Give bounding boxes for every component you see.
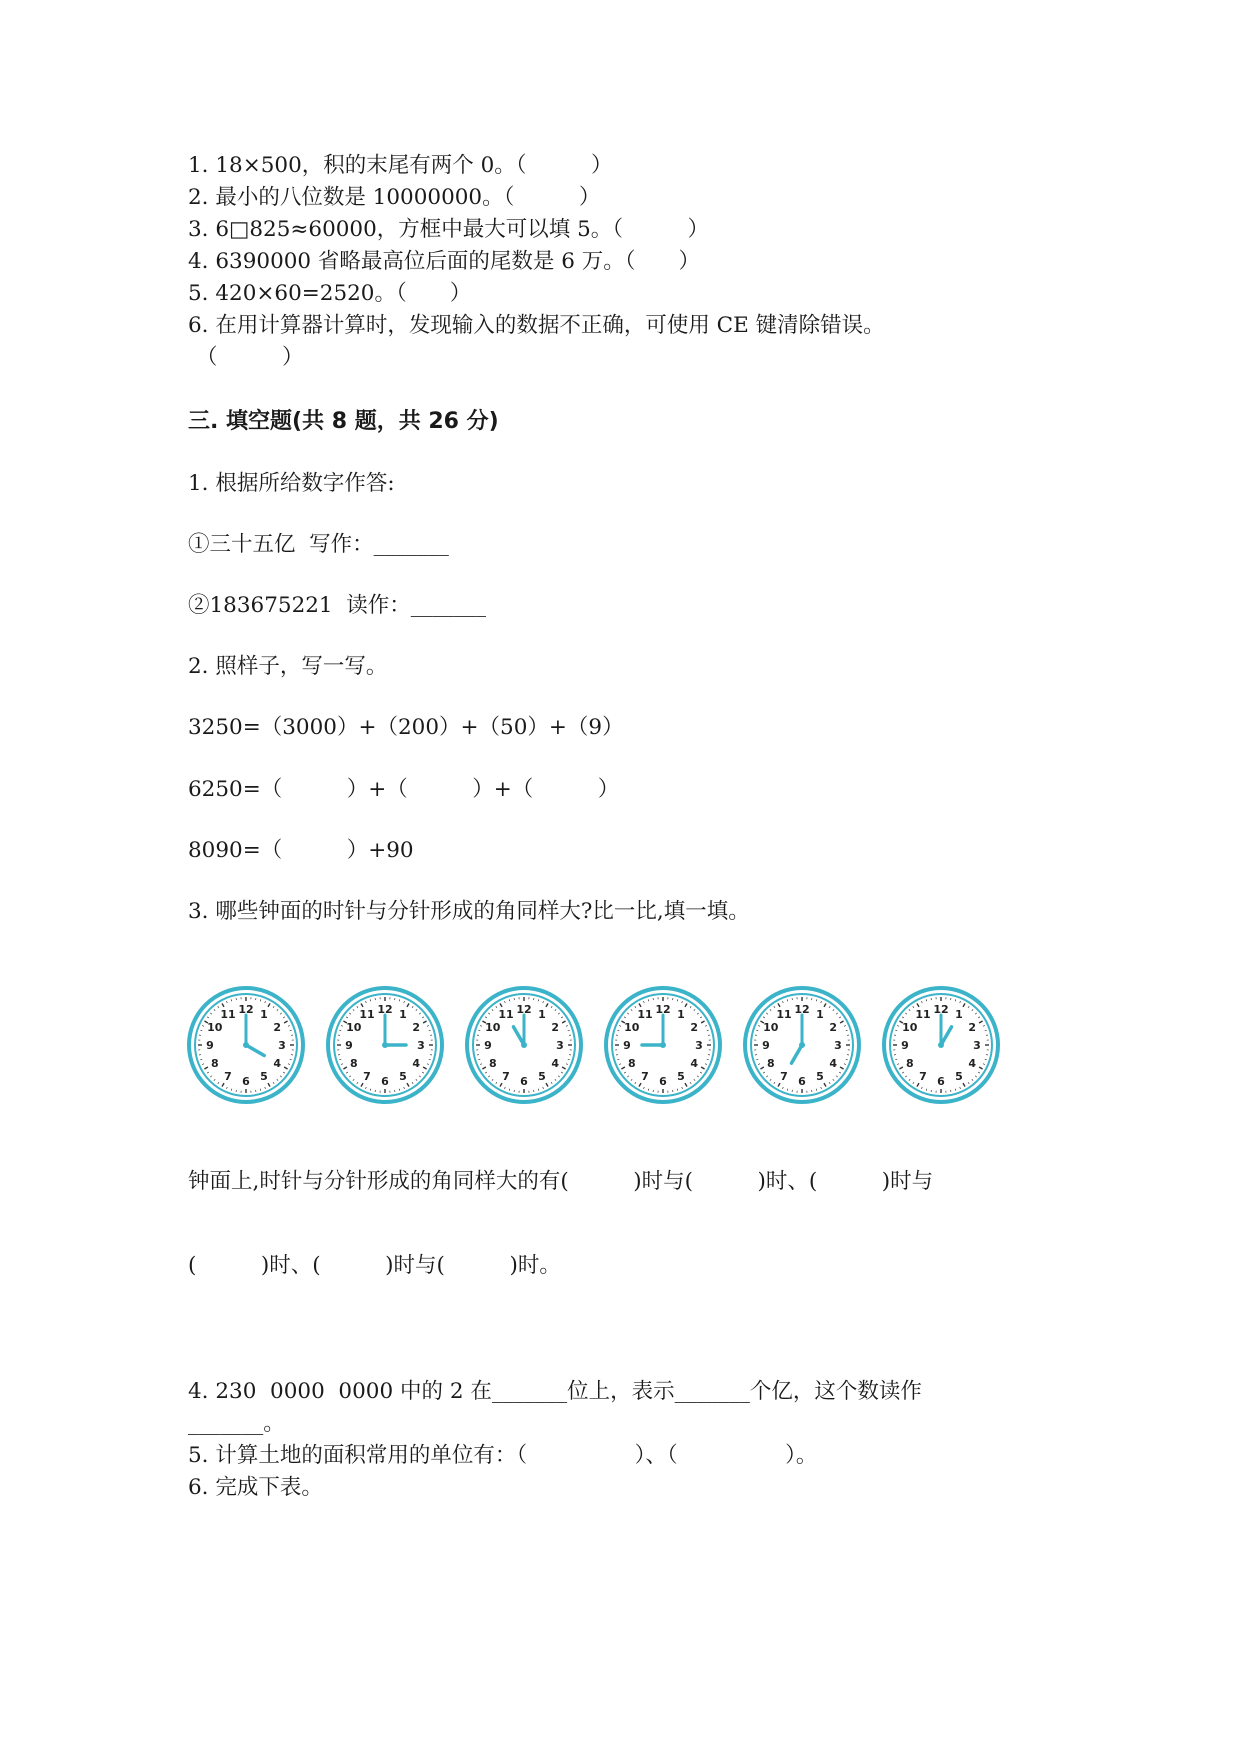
clock-center-pin: [243, 1042, 249, 1048]
clock-number: 7: [502, 1070, 510, 1084]
clock-number: 11: [220, 1007, 236, 1021]
clock-number: 7: [363, 1070, 371, 1084]
q4-line-1: 4. 230 0000 0000 中的 2 在_______位上，表示_______个亿，这个数读作: [188, 1379, 922, 1404]
q4-line-2: _______。: [188, 1411, 285, 1436]
clock-number: 6: [381, 1075, 389, 1088]
clock-number: 9: [901, 1039, 909, 1052]
clock-number: 8: [627, 1057, 636, 1070]
clock-number: 12: [516, 1003, 532, 1016]
clock-number: 4: [412, 1057, 421, 1070]
clock-number: 5: [955, 1070, 963, 1084]
clock-number: 6: [520, 1075, 528, 1088]
clock-number: 4: [829, 1057, 838, 1070]
q3-answer-line-1: 钟面上,时针与分针形成的角同样大的有( )时与( )时、( )时与: [188, 1169, 934, 1194]
clock-number: 3: [556, 1039, 564, 1052]
clock-number: 3: [695, 1039, 703, 1052]
q2-line-2: 8090=（ ）+90: [188, 838, 414, 863]
q2-example: 3250=（3000）+（200）+（50）+（9）: [188, 715, 624, 740]
clock-center-pin: [938, 1042, 944, 1048]
clock-number: 4: [968, 1057, 977, 1070]
clock-number: 1: [677, 1007, 685, 1021]
q2-stem: 2. 照样子，写一写。: [188, 654, 388, 679]
clock-number: 7: [641, 1070, 649, 1084]
clock-number: 1: [260, 1007, 268, 1021]
clock-number: 6: [242, 1075, 250, 1088]
q1-part-b: ②183675221 读作：_______: [188, 593, 487, 618]
clock-number: 5: [538, 1070, 546, 1084]
clock-number: 4: [551, 1057, 560, 1070]
clock-face-4: [603, 985, 723, 1105]
judge-item-4: 4. 6390000 省略最高位后面的尾数是 6 万。（ ）: [188, 249, 701, 274]
clock-number: 3: [417, 1039, 425, 1052]
clock-number: 7: [919, 1070, 927, 1084]
clock-number: 11: [637, 1007, 653, 1021]
clock-number: 10: [346, 1021, 362, 1034]
clock-number: 12: [377, 1003, 393, 1016]
judge-item-3: 3. 6□825≈60000，方框中最大可以填 5。（ ）: [188, 217, 710, 242]
clock-number: 6: [798, 1075, 806, 1088]
clock-number: 10: [485, 1021, 501, 1034]
clock-number: 2: [273, 1021, 282, 1034]
clock-number: 3: [973, 1039, 981, 1052]
judge-item-6-paren: （ ）: [196, 345, 304, 370]
clock-number: 12: [933, 1003, 949, 1016]
section-title: 三. 填空题(共 8 题，共 26 分): [188, 409, 499, 434]
clock-number: 3: [278, 1039, 286, 1052]
clock-number: 1: [399, 1007, 407, 1021]
clock-face-3: [464, 985, 584, 1105]
clock-face-6: [881, 985, 1001, 1105]
clock-number: 7: [780, 1070, 788, 1084]
clock-center-pin: [521, 1042, 527, 1048]
clock-number: 5: [677, 1070, 685, 1084]
clock-number: 9: [345, 1039, 353, 1052]
clock-number: 12: [794, 1003, 810, 1016]
q2-line-1: 6250=（ ）+（ ）+（ ）: [188, 777, 620, 802]
q5-text: 5. 计算土地的面积常用的单位有：（ ）、（ ）。: [188, 1443, 818, 1468]
clock-center-pin: [382, 1042, 388, 1048]
clock-row: [186, 985, 1006, 1105]
clock-number: 2: [412, 1021, 421, 1034]
clock-number: 4: [690, 1057, 699, 1070]
clock-number: 8: [349, 1057, 358, 1070]
clock-number: 7: [224, 1070, 232, 1084]
clock-number: 6: [659, 1075, 667, 1088]
clock-face-5: [742, 985, 862, 1105]
clock-number: 9: [623, 1039, 631, 1052]
clock-center-pin: [660, 1042, 666, 1048]
clock-number: 8: [210, 1057, 219, 1070]
clock-number: 1: [955, 1007, 963, 1021]
clock-number: 1: [816, 1007, 824, 1021]
clock-number: 8: [766, 1057, 775, 1070]
clock-number: 2: [968, 1021, 977, 1034]
clock-number: 9: [762, 1039, 770, 1052]
clock-number: 4: [273, 1057, 282, 1070]
clock-number: 12: [238, 1003, 254, 1016]
q3-answer-line-2: ( )时、( )时与( )时。: [188, 1253, 561, 1278]
clock-number: 2: [829, 1021, 838, 1034]
clock-number: 12: [655, 1003, 671, 1016]
clock-number: 11: [776, 1007, 792, 1021]
clock-number: 5: [260, 1070, 268, 1084]
clock-number: 2: [690, 1021, 699, 1034]
clock-center-pin: [799, 1042, 805, 1048]
clock-number: 2: [551, 1021, 560, 1034]
q3-stem: 3. 哪些钟面的时针与分针形成的角同样大?比一比,填一填。: [188, 899, 750, 924]
q1-part-a: ①三十五亿 写作：_______: [188, 532, 449, 557]
clock-number: 11: [915, 1007, 931, 1021]
clock-number: 1: [538, 1007, 546, 1021]
judge-item-1: 1. 18×500，积的末尾有两个 0。（ ）: [188, 153, 613, 178]
q1-stem: 1. 根据所给数字作答:: [188, 471, 395, 496]
clock-number: 8: [488, 1057, 497, 1070]
judge-item-2: 2. 最小的八位数是 10000000。（ ）: [188, 185, 601, 210]
clock-number: 10: [624, 1021, 640, 1034]
judge-item-5: 5. 420×60=2520。（ ）: [188, 281, 472, 306]
clock-number: 10: [207, 1021, 223, 1034]
clock-face-2: [325, 985, 445, 1105]
clock-number: 9: [206, 1039, 214, 1052]
clock-number: 5: [399, 1070, 407, 1084]
q6-text: 6. 完成下表。: [188, 1475, 323, 1500]
clock-number: 11: [359, 1007, 375, 1021]
clock-number: 3: [834, 1039, 842, 1052]
clock-face-1: [186, 985, 306, 1105]
clock-number: 5: [816, 1070, 824, 1084]
clock-number: 10: [902, 1021, 918, 1034]
judge-item-6: 6. 在用计算器计算时，发现输入的数据不正确，可使用 CE 键清除错误。: [188, 313, 885, 338]
clock-number: 9: [484, 1039, 492, 1052]
clock-number: 11: [498, 1007, 514, 1021]
clock-number: 6: [937, 1075, 945, 1088]
clock-number: 10: [763, 1021, 779, 1034]
clock-number: 8: [905, 1057, 914, 1070]
